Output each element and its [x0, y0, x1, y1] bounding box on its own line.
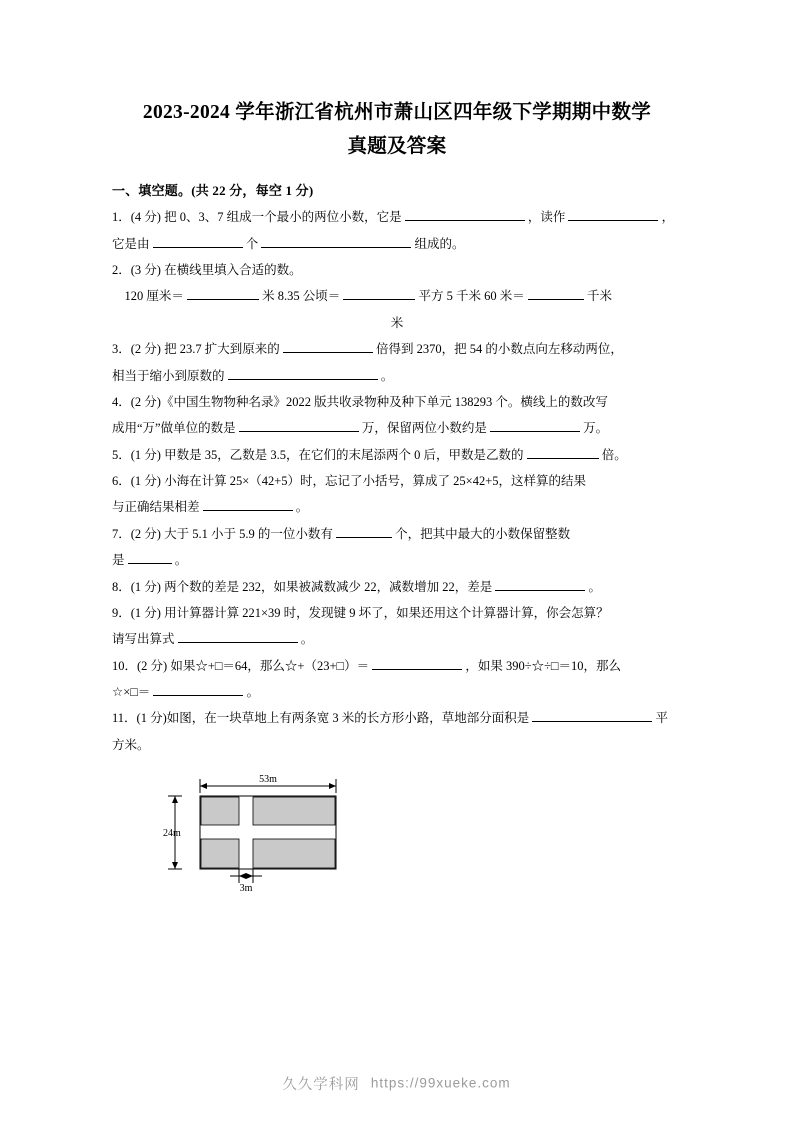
figure-left-label: 24m	[163, 828, 181, 840]
question-2-text-a: 2．(3 分) 在横线里填入合适的数。	[112, 263, 302, 277]
answer-blank[interactable]	[372, 657, 462, 670]
question-9-text-b: 请写出算式	[112, 632, 175, 647]
question-4-text-b: 成用“万”做单位的数是	[112, 421, 236, 436]
question-10	[112, 654, 682, 678]
question-10-text-a: 10．(2 分) 如果☆+□＝64，那么☆+（23+□）＝	[112, 658, 370, 673]
question-3-text-d: 。	[380, 368, 394, 383]
question-3-line2	[112, 364, 682, 388]
question-10-text-c: ☆×□＝	[112, 685, 151, 699]
answer-blank[interactable]	[343, 288, 415, 301]
answer-blank[interactable]	[568, 208, 658, 221]
answer-blank[interactable]	[128, 551, 172, 564]
question-3-text-c: 相当于缩小到原数的	[112, 368, 225, 383]
question-3	[112, 337, 682, 361]
question-10-text-d: 。	[246, 685, 260, 699]
answer-blank[interactable]	[532, 710, 652, 723]
question-2-text-d: 平方 5 千米 60 米＝	[418, 289, 525, 304]
question-3-text-a: 3．(2 分) 把 23.7 扩大到原来的	[112, 342, 280, 357]
answer-blank[interactable]	[336, 525, 392, 538]
question-7-text-b: 个，把其中最大的小数保留整数	[395, 526, 571, 541]
question-2-text-b: 120 厘米＝	[124, 289, 184, 304]
answer-blank[interactable]	[187, 288, 259, 301]
lawn-diagram-svg	[160, 771, 420, 891]
title-line-1: 2023-2024 学年浙江省杭州市萧山区四年级下学期期中数学	[142, 102, 652, 123]
question-11	[112, 706, 682, 730]
answer-blank[interactable]	[495, 578, 585, 591]
question-9	[112, 601, 682, 625]
answer-blank[interactable]	[228, 367, 378, 380]
question-10-text-b: ，如果 390÷☆÷□＝10，那么	[465, 658, 621, 673]
footer-watermark	[0, 1073, 793, 1094]
answer-blank[interactable]	[239, 419, 359, 432]
answer-blank[interactable]	[527, 446, 599, 459]
question-1-text-d: 它是由	[112, 236, 150, 251]
question-1	[112, 205, 682, 229]
question-6-text-c: 。	[295, 500, 309, 515]
answer-blank[interactable]	[405, 208, 525, 221]
question-4	[112, 390, 682, 414]
question-5-text-a: 5．(1 分) 甲数是 35，乙数是 3.5，在它们的末尾添两个 0 后，甲数是乙数的	[112, 447, 524, 462]
figure-top-label: 53m	[259, 774, 277, 786]
figure-bottom-label: 3m	[239, 883, 253, 892]
question-2-text-e: 千米	[587, 289, 613, 304]
lawn-diagram	[160, 771, 420, 891]
question-3-text-b: 倍得到 2370，把 54 的小数点向左移动两位，	[375, 342, 623, 357]
question-9-text-a: 9．(1 分) 用计算器计算 221×39 时，发现键 9 坏了，如果还用这个计算器计算，你会怎算？	[112, 605, 609, 620]
question-1-text-c: ，	[661, 210, 675, 225]
section-heading: 一、填空题。(共 22 分，每空 1 分)	[112, 183, 314, 199]
question-2-text-c: 米 8.35 公顷＝	[262, 289, 341, 304]
question-1-text-b: ，读作	[527, 210, 566, 225]
question-7-text-c: 是	[112, 553, 125, 568]
answer-blank[interactable]	[490, 419, 580, 432]
page-title	[112, 96, 682, 164]
question-7-text-a: 7．(2 分) 大于 5.1 小于 5.9 的一位小数有	[112, 526, 333, 541]
question-5-text-b: 倍。	[601, 447, 627, 462]
question-2-text-f: 米	[390, 315, 404, 330]
question-6-text-a: 6．(1 分) 小海在计算 25×（42+5）时，忘记了小括号，算成了 25×42+5，这样算的结果	[112, 474, 587, 488]
question-4-text-a: 4．(2 分)《中国生物物种名录》2022 版共收录物种及种下单元 138293 个。横线上的数改写	[112, 394, 608, 409]
question-4-text-d: 万。	[583, 421, 609, 436]
question-1-text-f: 组成的。	[414, 236, 465, 251]
question-9-text-c: 。	[300, 632, 314, 647]
answer-blank[interactable]	[153, 683, 243, 696]
title-line-2: 真题及答案	[347, 136, 447, 158]
question-1-line2	[112, 232, 682, 256]
question-1-text-e: 个	[245, 236, 259, 251]
question-6	[112, 469, 682, 493]
question-1-text-a: 1．(4 分) 把 0、3、7 组成一个最小的两位小数，它是	[112, 210, 402, 225]
site-url: https://99xueke.com	[370, 1075, 511, 1091]
question-7	[112, 522, 682, 546]
answer-blank[interactable]	[283, 340, 373, 353]
question-9-line2	[112, 627, 682, 651]
question-7-text-d: 。	[174, 553, 188, 568]
question-4-line2	[112, 416, 682, 440]
question-2	[112, 258, 682, 282]
answer-blank[interactable]	[178, 630, 298, 643]
question-11-text-a: 11．(1 分)如图，在一块草地上有两条宽 3 米的长方形小路，草地部分面积是	[112, 711, 530, 726]
question-11-text-b: 平	[655, 711, 669, 726]
question-11-text-c: 方米。	[112, 737, 150, 752]
question-8-text-b: 。	[588, 579, 601, 594]
question-6-text-b: 与正确结果相差	[112, 500, 200, 515]
answer-blank[interactable]	[153, 235, 243, 248]
answer-blank[interactable]	[203, 499, 293, 512]
site-logo-text: 久久学科网	[282, 1077, 360, 1093]
question-5	[112, 443, 682, 467]
document-content	[112, 96, 682, 891]
question-8-text-a: 8．(1 分) 两个数的差是 232，如果被减数减少 22，减数增加 22，差是	[112, 579, 493, 594]
answer-blank[interactable]	[261, 235, 411, 248]
answer-blank[interactable]	[528, 288, 584, 301]
question-11-line2	[112, 733, 682, 757]
question-8	[112, 575, 682, 599]
question-10-line2	[112, 680, 682, 704]
question-7-line2	[112, 548, 682, 572]
question-2-line3	[112, 311, 682, 335]
question-4-text-c: 万，保留两位小数约是	[361, 421, 487, 436]
question-2-line2	[112, 284, 682, 308]
question-6-line2	[112, 495, 682, 519]
